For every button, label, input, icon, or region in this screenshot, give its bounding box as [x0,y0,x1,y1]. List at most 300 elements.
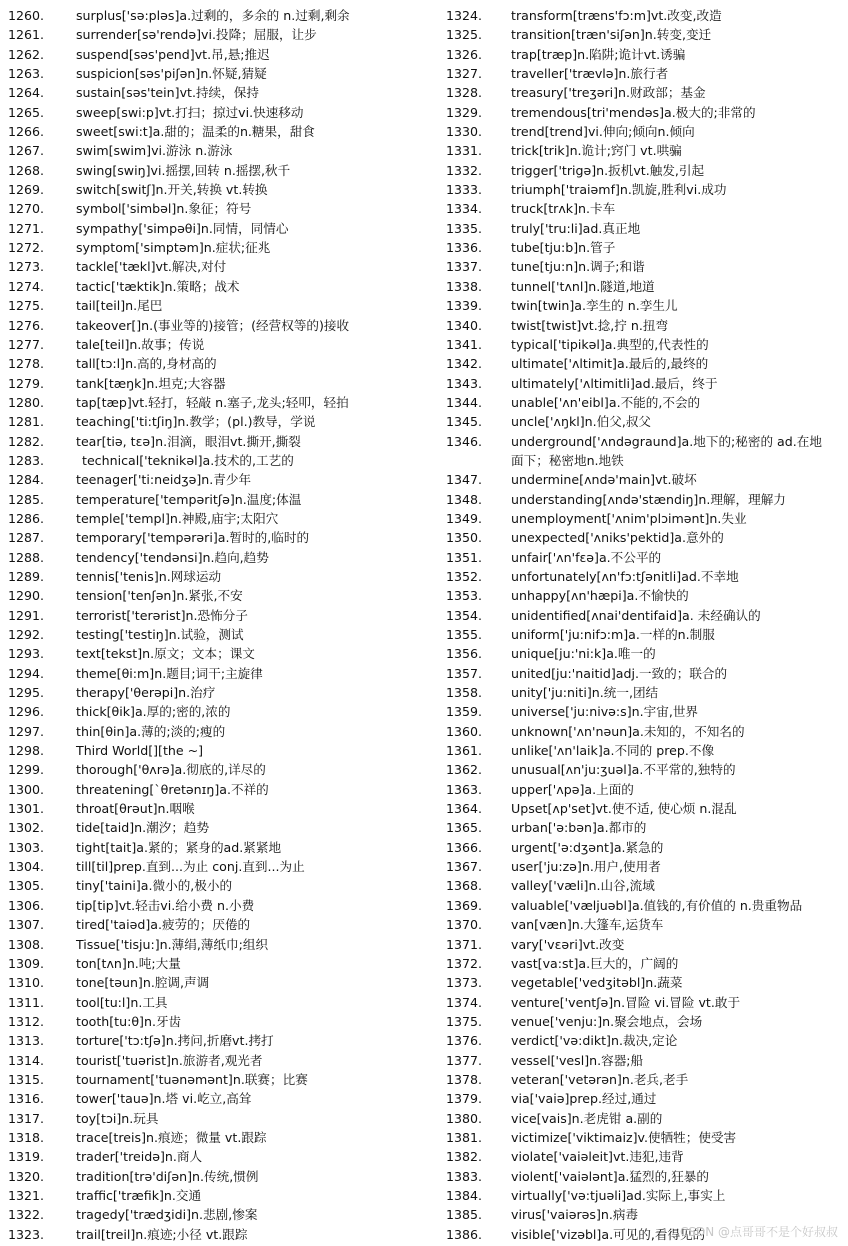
vocab-entry [446,1031,846,1050]
entry-number: 1279. [8,375,45,391]
entry-number: 1283. [8,452,45,468]
vocab-entry [8,625,428,644]
entry-definition: symptom['simptəm]n.症状;征兆 [76,240,271,256]
vocab-entry [446,219,846,238]
entry-number: 1371. [446,936,483,952]
entry-definition: unidentified[ʌnai'dentifaid]a. 未经确认的 [511,607,761,623]
vocab-entry [446,1186,846,1205]
entry-definition: valuable['væljuəbl]a.值钱的,有价值的 n.贵重物品 [511,897,803,913]
entry-definition: violent['vaiələnt]a.猛烈的,狂暴的 [511,1168,709,1184]
entry-number: 1366. [446,839,483,855]
entry-definition: underground['ʌndəgraund]a.地下的;秘密的 ad.在地面下；秘密地n.地铁 [511,433,822,468]
vocab-entry [446,935,846,954]
entry-number: 1351. [446,549,483,565]
entry-number: 1311. [8,994,45,1010]
vocab-entry [446,993,846,1012]
entry-definition: uniform['ju:nifɔ:m]a.一样的n.制服 [511,627,715,642]
entry-number: 1265. [8,104,45,120]
entry-number: 1370. [446,917,483,933]
entry-definition: toy[tɔi]n.玩具 [76,1110,159,1126]
entry-number: 1287. [8,530,45,546]
vocab-entry [8,6,428,25]
entry-number: 1374. [446,994,483,1010]
vocab-entry [8,180,428,199]
entry-definition: thick[θik]a.厚的;密的,浓的 [76,704,231,720]
vocab-entry [446,180,846,199]
vocab-entry [446,1012,846,1031]
vocab-entry [446,973,846,992]
entry-number: 1268. [8,162,45,178]
entry-definition: tension['tenʃən]n.紧张,不安 [76,588,243,604]
entry-number: 1352. [446,568,483,584]
entry-definition: twin[twin]a.孪生的 n.孪生儿 [511,298,678,314]
entry-number: 1303. [8,839,45,855]
entry-definition: tackle['tækl]vt.解决,对付 [76,259,227,275]
entry-number: 1380. [446,1110,483,1126]
entry-number: 1319. [8,1149,45,1165]
vocab-entry [446,1109,846,1128]
entry-definition: tournament['tuənəmənt]n.联赛；比赛 [76,1071,308,1087]
entry-number: 1314. [8,1052,45,1068]
entry-number: 1354. [446,607,483,623]
vocab-entry [446,6,846,25]
vocab-entry [8,954,428,973]
entry-definition: theme[θi:m]n.题目;词干;主旋律 [76,665,263,681]
entry-definition: tap[tæp]vt.轻打，轻敲 n.塞子,龙头;轻叩，轻拍 [76,394,349,410]
entry-number: 1264. [8,85,45,101]
entry-number: 1357. [446,665,483,681]
entry-number: 1290. [8,588,45,604]
entry-definition: twist[twist]vt.捻,拧 n.扭弯 [511,317,669,333]
entry-definition: unhappy[ʌn'hæpi]a.不愉快的 [511,588,689,604]
vocab-entry [8,1109,428,1128]
entry-definition: tired['taiəd]a.疲劳的；厌倦的 [76,917,251,933]
entry-definition: vessel['vesl]n.容器;船 [511,1052,644,1068]
entry-number: 1307. [8,917,45,933]
entry-number: 1383. [446,1168,483,1184]
entry-definition: teaching['ti:tʃiŋ]n.教学；(pl.)教导，学说 [76,414,316,430]
entry-number: 1327. [446,66,483,82]
entry-number: 1286. [8,510,45,526]
entry-number: 1260. [8,8,45,23]
entry-number: 1291. [8,607,45,623]
vocab-entry [8,1186,428,1205]
vocab-entry [8,374,428,393]
entry-number: 1316. [8,1091,45,1107]
vocab-entry [446,548,846,567]
entry-definition: tennis['tenis]n.网球运动 [76,568,222,584]
entry-number: 1382. [446,1149,483,1165]
vocab-entry [446,141,846,160]
vocab-entry [446,1089,846,1108]
entry-definition: tip[tip]vt.轻击vi.给小费 n.小费 [76,897,255,913]
vocab-entry [446,625,846,644]
entry-number: 1284. [8,472,45,488]
entry-definition: via['vaiə]prep.经过,通过 [511,1091,657,1107]
entry-definition: trace[treis]n.痕迹；微量 vt.跟踪 [76,1129,267,1145]
entry-number: 1274. [8,278,45,294]
vocab-entry [446,780,846,799]
entry-number: 1324. [446,8,483,23]
entry-number: 1273. [8,259,45,275]
vocab-entry [8,528,428,547]
entry-definition: trigger['trigə]n.扳机vt.触发,引起 [511,162,705,178]
entry-definition: tunnel['tʌnl]n.隧道,地道 [511,278,655,294]
entry-number: 1361. [446,743,483,759]
entry-definition: suspend[səs'pend]vt.吊,悬;推迟 [76,46,270,62]
entry-number: 1376. [446,1033,483,1049]
entry-number: 1331. [446,143,483,159]
vocab-entry [446,103,846,122]
entry-definition: traffic['træfik]n.交通 [76,1187,202,1203]
entry-number: 1292. [8,627,45,642]
entry-number: 1385. [446,1207,483,1223]
entry-definition: till[til]prep.直到...为止 conj.直到...为止 [76,859,305,875]
entry-number: 1363. [446,781,483,797]
entry-definition: sympathy['simpəθi]n.同情，同情心 [76,220,289,236]
entry-number: 1332. [446,162,483,178]
entry-number: 1276. [8,317,45,333]
entry-definition: visible['vizəbl]a.可见的,看得见的 [511,1226,706,1242]
vocab-entry [446,64,846,83]
vocab-entry [8,722,428,741]
entry-definition: swim[swim]vi.游泳 n.游泳 [76,143,233,159]
vocab-entry [446,1167,846,1186]
entry-definition: undermine[ʌndə'main]vt.破坏 [511,472,697,488]
entry-number: 1267. [8,143,45,159]
entry-definition: tremendous[tri'mendəs]a.极大的;非常的 [511,104,756,120]
entry-number: 1269. [8,182,45,198]
entry-number: 1312. [8,1013,45,1029]
entry-definition: symbol['simbəl]n.象征；符号 [76,201,252,217]
vocab-entry [8,1012,428,1031]
entry-number: 1336. [446,240,483,256]
entry-definition: triumph['traiəmf]n.凯旋,胜利vi.成功 [511,182,727,198]
vocab-entry [8,1147,428,1166]
vocab-entry [8,1128,428,1147]
vocab-entry [446,760,846,779]
entry-definition: tragedy['trædʒidi]n.悲剧,惨案 [76,1207,258,1223]
entry-number: 1337. [446,259,483,275]
entry-definition: valley['væli]n.山谷,流域 [511,878,655,894]
entry-definition: virus['vaiərəs]n.病毒 [511,1207,639,1223]
entry-definition: tactic['tæktik]n.策略；战术 [76,278,240,294]
entry-number: 1321. [8,1187,45,1203]
vocab-entry [8,993,428,1012]
entry-definition: ultimate['ʌltimit]a.最后的,最终的 [511,356,709,372]
entry-definition: surplus['sə:pləs]a.过剩的，多余的 n.过剩,剩余 [76,8,350,23]
vocab-entry [446,567,846,586]
vocab-entry [8,316,428,335]
vocab-entry [8,741,428,760]
entry-number: 1346. [446,433,483,449]
entry-definition: vast[va:st]a.巨大的，广阔的 [511,955,679,971]
entry-number: 1271. [8,220,45,236]
entry-definition: ultimately['ʌltimitli]ad.最后，终于 [511,375,718,391]
vocab-entry [446,664,846,683]
entry-definition: sweet[swi:t]a.甜的；温柔的n.糖果，甜食 [76,124,315,140]
vocab-entry [8,219,428,238]
entry-number: 1348. [446,491,483,507]
vocab-entry [8,238,428,257]
vocab-entry [446,586,846,605]
entry-definition: Third World[][the ~] [76,743,204,759]
entry-definition: sustain[səs'tein]vt.持续，保持 [76,85,259,101]
entry-definition: virtually['və:tjuəli]ad.实际上,事实上 [511,1187,726,1203]
entry-definition: tail[teil]n.尾巴 [76,298,163,314]
entry-number: 1280. [8,394,45,410]
vocab-entry [446,83,846,102]
entry-definition: unfortunately[ʌn'fɔ:tʃənitli]ad.不幸地 [511,568,739,584]
vocab-entry [446,316,846,335]
vocab-entry [8,1167,428,1186]
vocab-entry [446,915,846,934]
entry-number: 1285. [8,491,45,507]
entry-definition: takeover[]n.(事业等的)接管；(经营权等的)接收 [76,317,350,333]
entry-definition: Tissue['tisju:]n.薄绢,薄纸巾;组织 [76,936,269,952]
entry-definition: tune[tju:n]n.调子;和谐 [511,259,645,275]
entry-number: 1325. [446,27,483,43]
entry-definition: veteran['vetərən]n.老兵,老手 [511,1071,689,1087]
entry-definition: thin[θin]a.薄的;淡的;瘦的 [76,723,226,739]
vocab-entry [446,1128,846,1147]
vocab-entry [8,257,428,276]
entry-definition: temperature['tempəritʃə]n.温度;体温 [76,491,302,507]
entry-number: 1296. [8,704,45,720]
vocab-entry [446,741,846,760]
vocab-entry [446,490,846,509]
vocab-entry [8,567,428,586]
entry-definition: technical['teknikəl]a.技术的,工艺的 [82,452,294,468]
vocab-entry [8,432,428,451]
entry-definition: van[væn]n.大篷车,运货车 [511,917,664,933]
entry-definition: tear[tiə, tεə]n.泪滴，眼泪vt.撕开,撕裂 [76,433,301,449]
entry-definition: unknown['ʌn'nəun]a.未知的，不知名的 [511,723,745,739]
vocab-entry [8,161,428,180]
entry-definition: understanding[ʌndə'stændiŋ]n.理解，理解力 [511,491,786,507]
entry-definition: temple['templ]n.神殿,庙宇;太阳穴 [76,510,279,526]
entry-definition: Upset[ʌp'set]vt.使不适, 使心烦 n.混乱 [511,801,737,817]
entry-number: 1297. [8,723,45,739]
vocab-entry [8,83,428,102]
vocab-entry [8,335,428,354]
vocab-entry [446,432,846,471]
entry-number: 1272. [8,240,45,256]
entry-number: 1379. [446,1091,483,1107]
vocab-entry [8,935,428,954]
entry-number: 1375. [446,1013,483,1029]
entry-number: 1313. [8,1033,45,1049]
entry-definition: victimize['viktimaiz]v.使牺牲；使受害 [511,1129,737,1145]
entry-number: 1384. [446,1187,483,1203]
entry-number: 1305. [8,878,45,894]
vocab-entry [8,780,428,799]
entry-definition: tide[taid]n.潮汐；趋势 [76,820,210,836]
vocab-entry [446,606,846,625]
entry-number: 1360. [446,723,483,739]
entry-number: 1288. [8,549,45,565]
vocab-entry [8,103,428,122]
entry-number: 1372. [446,955,483,971]
vocab-entry [8,1089,428,1108]
vocab-entry [446,199,846,218]
vocab-entry [8,490,428,509]
entry-definition: tooth[tu:θ]n.牙齿 [76,1013,182,1029]
vocab-entry [446,393,846,412]
entry-number: 1310. [8,975,45,991]
entry-number: 1289. [8,568,45,584]
vocab-entry [8,354,428,373]
vocab-entry [8,64,428,83]
entry-definition: threatening[`θretənɪŋ]a.不祥的 [76,781,269,797]
entry-number: 1300. [8,781,45,797]
entry-definition: typical['tipikəl]a.典型的,代表性的 [511,336,709,352]
entry-number: 1335. [446,220,483,236]
vocab-entry [8,412,428,431]
entry-number: 1301. [8,801,45,817]
vocab-entry [446,1205,846,1224]
vocab-entry [8,122,428,141]
vocab-entry [446,374,846,393]
vocab-entry [8,664,428,683]
vocab-entry [446,45,846,64]
vocab-entry [446,528,846,547]
vocab-entry [446,838,846,857]
entry-definition: unlike['ʌn'laik]a.不同的 prep.不像 [511,743,715,759]
entry-number: 1368. [446,878,483,894]
entry-number: 1355. [446,627,483,642]
entry-definition: surrender[sə'rendə]vi.投降；屈服，让步 [76,27,317,43]
vocab-entry [446,1070,846,1089]
entry-definition: terrorist['terərist]n.恐怖分子 [76,607,248,623]
entry-definition: tale[teil]n.故事；传说 [76,336,205,352]
entry-definition: venue['venju:]n.聚会地点，会场 [511,1013,703,1029]
vocab-entry [446,799,846,818]
vocab-entry [446,954,846,973]
entry-definition: truck[trʌk]n.卡车 [511,201,616,217]
entry-number: 1326. [446,46,483,62]
entry-definition: trap[træp]n.陷阱;诡计vt.诱骗 [511,46,686,62]
entry-definition: tower['tauə]n.塔 vi.屹立,高耸 [76,1091,252,1107]
entry-number: 1381. [446,1129,483,1145]
entry-definition: urban['ə:bən]a.都市的 [511,820,647,836]
entry-number: 1298. [8,743,45,759]
entry-number: 1323. [8,1226,45,1242]
vocab-entry [446,122,846,141]
entry-number: 1345. [446,414,483,430]
entry-definition: text[tekst]n.原文；文本；课文 [76,646,255,662]
vocab-entry [446,277,846,296]
entry-number: 1306. [8,897,45,913]
entry-number: 1339. [446,298,483,314]
vocab-entry [446,354,846,373]
entry-number: 1295. [8,685,45,701]
vocab-entry [8,760,428,779]
entry-definition: tool[tu:l]n.工具 [76,994,168,1010]
entry-definition: tall[tɔ:l]n.高的,身材高的 [76,356,217,372]
vocab-entry [8,1031,428,1050]
entry-definition: tourist['tuərist]n.旅游者,观光者 [76,1052,263,1068]
entry-definition: unemployment['ʌnim'plɔimənt]n.失业 [511,510,747,526]
entry-number: 1299. [8,762,45,778]
entry-number: 1330. [446,124,483,140]
vocab-entry [8,1051,428,1070]
entry-definition: tube[tju:b]n.管子 [511,240,616,256]
entry-number: 1275. [8,298,45,314]
entry-definition: uncle['ʌŋkl]n.伯父,叔父 [511,414,652,430]
entry-definition: user['ju:zə]n.用户,使用者 [511,859,661,875]
vocab-entry [446,470,846,489]
entry-number: 1318. [8,1129,45,1145]
vocab-entry [446,683,846,702]
entry-number: 1378. [446,1071,483,1087]
entry-definition: unfair['ʌn'fεə]a.不公平的 [511,549,662,565]
entry-number: 1304. [8,859,45,875]
entry-number: 1293. [8,646,45,662]
vocab-entry [8,915,428,934]
left-column [8,6,428,1244]
entry-number: 1373. [446,975,483,991]
entry-number: 1278. [8,356,45,372]
vocab-entry [8,470,428,489]
vocab-entry [446,161,846,180]
entry-definition: teenager['ti:neidʒə]n.青少年 [76,472,252,488]
entry-number: 1262. [8,46,45,62]
entry-number: 1302. [8,820,45,836]
entry-number: 1315. [8,1071,45,1087]
vocab-entry [8,818,428,837]
vocab-entry [8,509,428,528]
entry-definition: treasury['treʒəri]n.财政部；基金 [511,85,706,101]
vocab-entry [8,296,428,315]
entry-number: 1333. [446,182,483,198]
entry-definition: venture['ventʃə]n.冒险 vi.冒险 vt.敢于 [511,994,741,1010]
entry-number: 1340. [446,317,483,333]
entry-definition: suspicion[səs'piʃən]n.怀疑,猜疑 [76,66,267,82]
entry-definition: ton[tʌn]n.吨;大量 [76,955,181,971]
entry-number: 1364. [446,801,483,817]
csdn-watermark: CSDN @点哥哥不是个好叔叔 [679,1225,838,1239]
vocab-entry [8,586,428,605]
entry-definition: trail[treil]n.痕迹;小径 vt.跟踪 [76,1226,248,1242]
entry-number: 1308. [8,936,45,952]
vocab-entry [8,393,428,412]
entry-number: 1281. [8,414,45,430]
vocab-entry [446,238,846,257]
entry-definition: vice[vais]n.老虎钳 a.副的 [511,1110,663,1126]
entry-number: 1263. [8,66,45,82]
vocab-entry [8,1070,428,1089]
entry-definition: tank[tæŋk]n.坦克;大容器 [76,375,226,391]
entry-definition: unexpected['ʌniks'pektid]a.意外的 [511,530,724,546]
vocab-entry [446,335,846,354]
vocab-entry [8,973,428,992]
entry-definition: upper['ʌpə]a.上面的 [511,781,634,797]
entry-definition: traveller['trævlə]n.旅行者 [511,66,669,82]
entry-definition: universe['ju:nivə:s]n.宇宙,世界 [511,704,699,720]
entry-number: 1309. [8,955,45,971]
entry-definition: thorough['θʌrə]a.彻底的,详尽的 [76,762,266,778]
vocab-entry [8,25,428,44]
entry-definition: vegetable['vedʒitəbl]n.蔬菜 [511,975,683,991]
entry-number: 1356. [446,646,483,662]
entry-number: 1338. [446,278,483,294]
entry-number: 1353. [446,588,483,604]
entry-number: 1349. [446,510,483,526]
entry-number: 1367. [446,859,483,875]
entry-definition: tight[tait]a.紧的；紧身的ad.紧紧地 [76,839,282,855]
entry-number: 1328. [446,85,483,101]
